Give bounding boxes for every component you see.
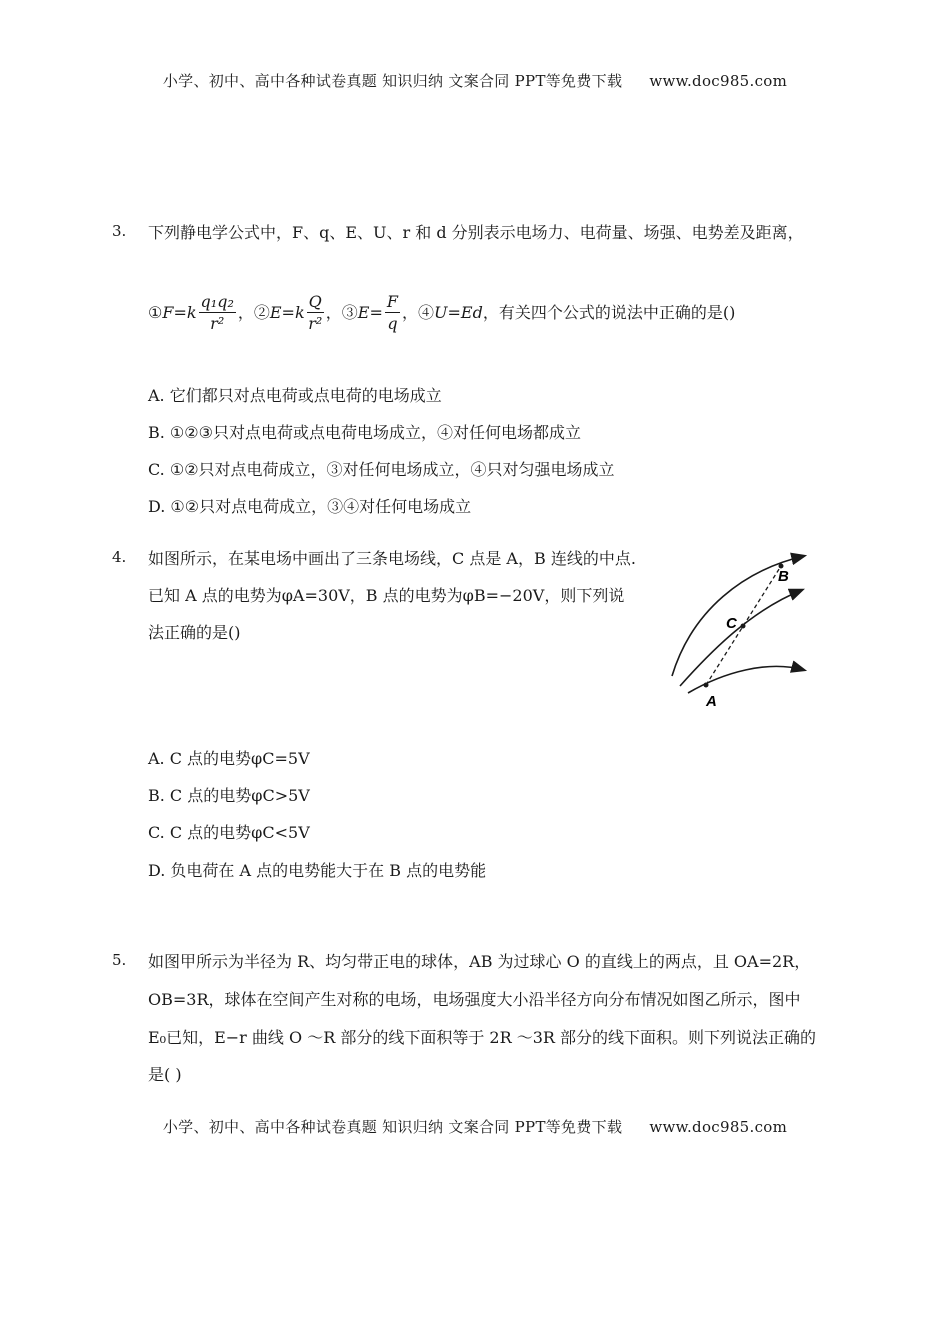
option-b[interactable]: B. C 点的电势φC>5V bbox=[148, 786, 310, 805]
fraction-1 bbox=[199, 292, 236, 335]
question-text-line-4: 是( ) bbox=[148, 1065, 182, 1084]
fraction-numerator: q₁q₂ bbox=[200, 292, 234, 311]
question-text-line-2: OB=3R，球体在空间产生对称的电场，电场强度大小沿半径方向分布情况如图乙所示，图中 bbox=[148, 990, 801, 1009]
footer-text: 小学、初中、高中各种试卷真题 知识归纳 文案合同 PPT等免费下载 bbox=[162, 1118, 623, 1136]
formula-4-expr: U=Ed bbox=[434, 303, 483, 322]
option-a[interactable]: A. C 点的电势φC=5V bbox=[148, 749, 310, 768]
question-text-line-2: 已知 A 点的电势为φA=30V，B 点的电势为φB=−20V，则下列说 bbox=[148, 586, 625, 605]
fraction-denominator: r² bbox=[308, 314, 323, 333]
point-a bbox=[704, 683, 709, 688]
option-c[interactable]: C. C 点的电势φC<5V bbox=[148, 823, 310, 842]
electric-field-lines-figure bbox=[664, 548, 814, 713]
formula-2-lhs: E=k bbox=[269, 303, 305, 322]
formula-3-lhs: E= bbox=[357, 303, 383, 322]
header-site[interactable]: www.doc985.com bbox=[649, 72, 788, 90]
fraction-2 bbox=[307, 292, 324, 335]
fraction-denominator: q bbox=[387, 314, 398, 333]
page-header bbox=[0, 70, 950, 91]
page-footer bbox=[0, 1116, 950, 1137]
question-text-line-3: 法正确的是() bbox=[148, 623, 241, 642]
question-number: 3. bbox=[112, 222, 127, 240]
label-c: C bbox=[726, 615, 737, 632]
fraction-denominator: r² bbox=[210, 314, 225, 333]
formula-1-label: ① bbox=[148, 303, 163, 322]
header-text: 小学、初中、高中各种试卷真题 知识归纳 文案合同 PPT等免费下载 bbox=[162, 72, 623, 90]
fraction-numerator: F bbox=[386, 292, 398, 311]
question-text-line-3: E₀已知，E−r 曲线 O ～R 部分的线下面积等于 2R ～3R 部分的线下面积。则下列说法正确的 bbox=[148, 1028, 817, 1047]
field-line-bottom bbox=[688, 666, 804, 693]
formula-4-label: ，④ bbox=[402, 303, 435, 322]
question-number: 4. bbox=[112, 548, 127, 566]
question-text-line-1: 如图甲所示为半径为 R、均匀带正电的球体，AB 为过球心 O 的直线上的两点，且 OA=2R， bbox=[148, 952, 811, 971]
question-number: 5. bbox=[112, 951, 127, 969]
question-text: 下列静电学公式中，F、q、E、U、r 和 d 分别表示电场力、电荷量、场强、电势差及距离， bbox=[148, 223, 804, 242]
formula-2-label: ，② bbox=[237, 303, 270, 322]
option-a[interactable]: A. 它们都只对点电荷或点电荷的电场成立 bbox=[148, 386, 442, 405]
label-a: A bbox=[706, 693, 717, 710]
option-d[interactable]: D. 负电荷在 A 点的电势能大于在 B 点的电势能 bbox=[148, 861, 487, 880]
label-b: B bbox=[778, 568, 789, 585]
formula-line bbox=[148, 292, 735, 348]
fraction-numerator: Q bbox=[308, 292, 322, 311]
formula-1-lhs: F=k bbox=[162, 303, 197, 322]
option-d[interactable]: D. ①②只对点电荷成立，③④对任何电场成立 bbox=[148, 497, 472, 516]
question-text-line-1: 如图所示，在某电场中画出了三条电场线，C 点是 A，B 连线的中点. bbox=[148, 549, 636, 568]
point-c bbox=[741, 624, 746, 629]
option-c[interactable]: C. ①②只对点电荷成立，③对任何电场成立，④只对匀强电场成立 bbox=[148, 460, 615, 479]
option-b[interactable]: B. ①②③只对点电荷或点电荷电场成立，④对任何电场都成立 bbox=[148, 423, 581, 442]
footer-site[interactable]: www.doc985.com bbox=[649, 1118, 788, 1136]
formula-3-label: ，③ bbox=[325, 303, 358, 322]
fraction-3 bbox=[385, 292, 400, 335]
formula-tail: ，有关四个公式的说法中正确的是() bbox=[482, 303, 736, 322]
